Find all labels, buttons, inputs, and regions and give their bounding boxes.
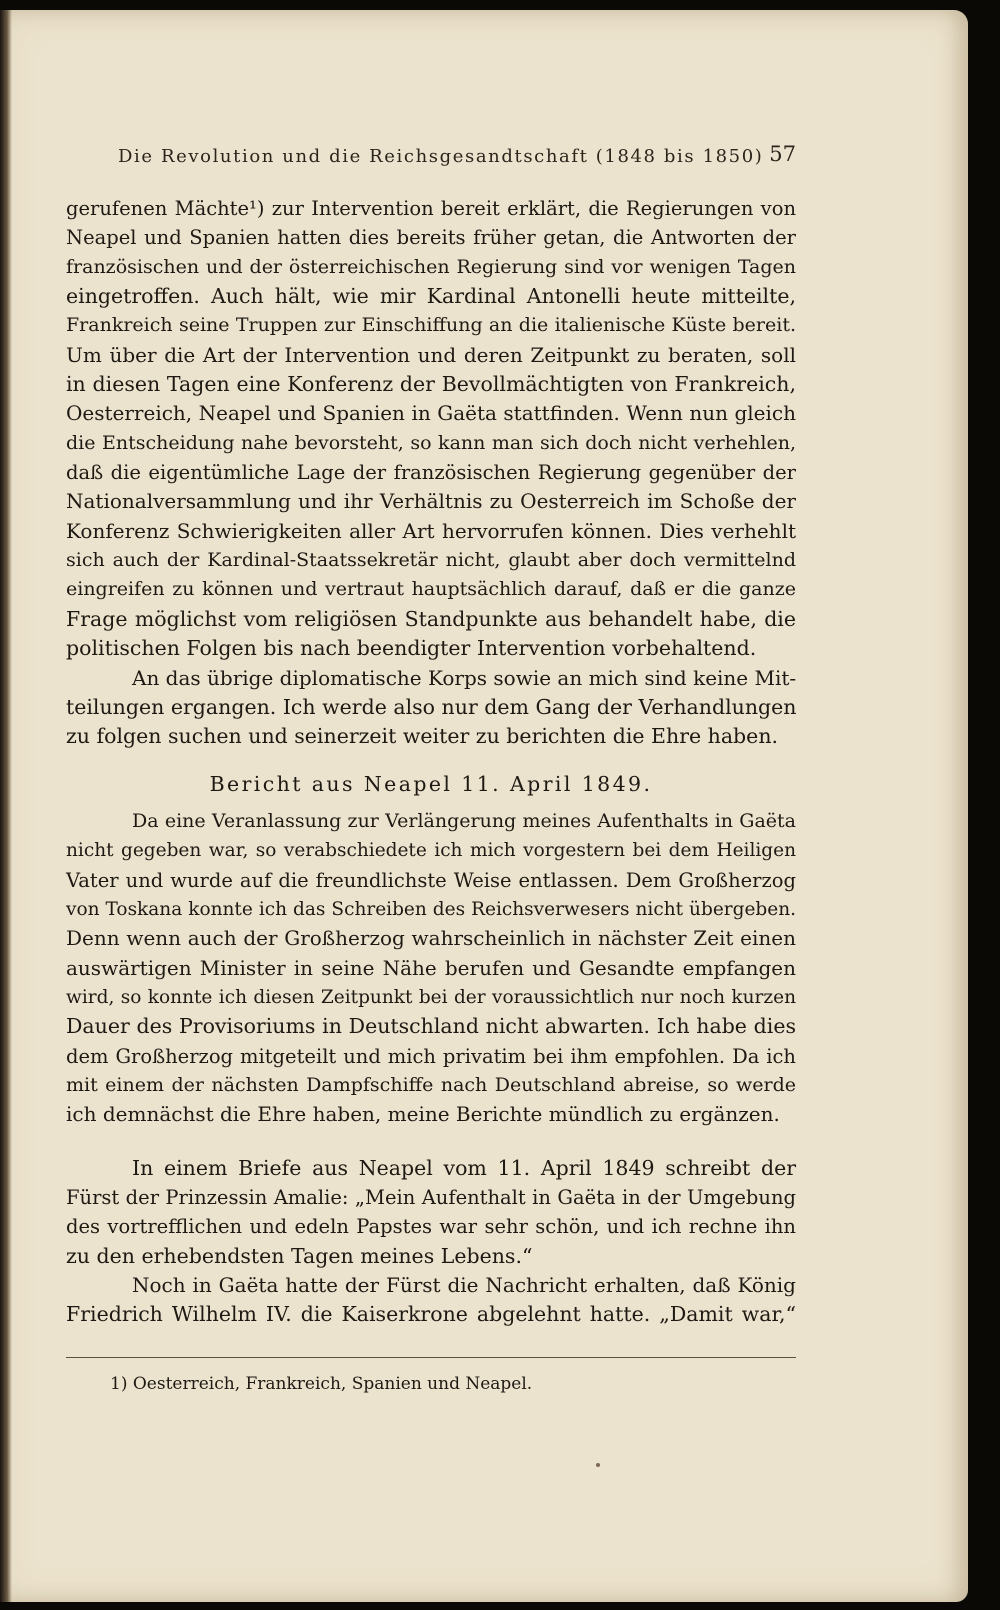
- text-line: In einem Briefe aus Neapel vom 11. April 1849 schreibt der: [132, 1155, 796, 1180]
- text-line: nicht gegeben war, so verabschiedete ich mich vorgestern bei dem Heiligen: [66, 840, 796, 862]
- paragraph-4: [66, 1154, 796, 1271]
- text-line: Frage möglichst vom religiösen Standpunkte aus behandelt habe, die: [66, 606, 796, 631]
- text-line: Um über die Art der Intervention und deren Zeitpunkt zu beraten, soll: [66, 342, 796, 367]
- footnote-text: Oesterreich, Frankreich, Spanien und Neapel.: [132, 1374, 533, 1394]
- text-line: wird, so konnte ich diesen Zeitpunkt bei der voraussichtlich nur noch kurzen: [66, 986, 796, 1008]
- text-line: Oesterreich, Neapel und Spanien in Gaëta stattfinden. Wenn nun gleich: [66, 401, 796, 426]
- footnote: [110, 1374, 532, 1394]
- text-line: politischen Folgen bis nach beendigter Intervention vorbehaltend.: [66, 636, 757, 661]
- text-line: in diesen Tagen eine Konferenz der Bevollmächtigten von Frankreich,: [66, 372, 796, 397]
- book-page: [0, 10, 968, 1602]
- text-line: Denn wenn auch der Großherzog wahrscheinlich in nächster Zeit einen: [66, 926, 796, 951]
- footnote-rule: [66, 1357, 796, 1358]
- text-line: mit einem der nächsten Dampfschiffe nach Deutschland abreise, so werde: [66, 1073, 796, 1096]
- text-line: Neapel und Spanien hatten dies bereits früher getan, die Antworten der: [66, 226, 796, 250]
- text-line: zu folgen suchen und seinerzeit weiter zu berichten die Ehre haben.: [66, 724, 779, 749]
- text-line: dem Großherzog mitgeteilt und mich privatim bei ihm empfohlen. Da ich: [66, 1044, 796, 1068]
- paper-speck: [596, 1463, 600, 1467]
- text-line: teilungen ergangen. Ich werde also nur dem Gang der Verhandlungen: [66, 694, 797, 719]
- paragraph-1: [66, 194, 796, 664]
- text-line: zu den erhebendsten Tagen meines Lebens.“: [66, 1243, 533, 1268]
- page-number: 57: [769, 142, 796, 166]
- text-line: französischen und der österreichischen Regierung sind vor wenigen Tagen: [66, 255, 796, 278]
- footnote-marker: 1): [110, 1374, 128, 1394]
- text-line: Friedrich Wilhelm IV. die Kaiserkrone abgelehnt hatte. „Damit war,“: [66, 1302, 796, 1327]
- paragraph-3: [66, 807, 796, 1130]
- section-heading: Bericht aus Neapel 11. April 1849.: [209, 771, 653, 796]
- text-line: Konferenz Schwierigkeiten aller Art hervorrufen können. Dies verhehlt: [66, 518, 796, 543]
- text-line: von Toskana konnte ich das Schreiben des Reichsverwesers nicht übergeben.: [66, 898, 796, 920]
- paragraph-gap: [66, 1130, 796, 1154]
- text-line: Noch in Gaëta hatte der Fürst die Nachricht erhalten, daß König: [132, 1273, 796, 1298]
- text-line: sich auch der Kardinal-Staatssekretär nicht, glaubt aber doch vermittelnd: [66, 549, 796, 572]
- text-line: daß die eigentümliche Lage der französischen Regierung gegenüber der: [66, 461, 796, 485]
- text-line: Da eine Veranlassung zur Verlängerung meines Aufenthalts in Gaëta: [132, 809, 796, 832]
- text-line: An das übrige diplomatische Korps sowie an mich sind keine Mit-: [132, 665, 797, 690]
- text-line: gerufenen Mächte¹) zur Intervention bereit erklärt, die Regierungen von: [66, 197, 796, 220]
- running-header-title: Die Revolution und die Reichsgesandtschaft (1848 bis 1850): [118, 146, 764, 167]
- page-spine-shadow: [0, 10, 12, 1602]
- text-line: Fürst der Prinzessin Amalie: „Mein Aufenthalt in Gaëta in der Umgebung: [66, 1186, 796, 1209]
- text-line: eingetroffen. Auch hält, wie mir Kardinal Antonelli heute mitteilte,: [66, 284, 796, 309]
- text-line: Dauer des Provisoriums in Deutschland nicht abwarten. Ich habe dies: [66, 1014, 796, 1039]
- text-line: Vater und wurde auf die freundlichste Weise entlassen. Dem Großherzog: [66, 868, 796, 892]
- text-line: ich demnächst die Ehre haben, meine Berichte mündlich zu ergänzen.: [66, 1102, 780, 1127]
- text-line: Frankreich seine Truppen zur Einschiffung an die italienische Küste bereit.: [66, 314, 796, 337]
- running-header: [118, 138, 796, 178]
- paragraph-2: [66, 664, 796, 752]
- paragraph-5: [66, 1271, 796, 1330]
- text-line: die Entscheidung nahe bevorsteht, so kann man sich doch nicht verhehlen,: [66, 431, 796, 454]
- text-line: des vortrefflichen und edeln Papstes war sehr schön, und ich rechne ihn: [66, 1215, 796, 1239]
- body-text: [66, 194, 796, 1330]
- text-line: Nationalversammlung und ihr Verhältnis zu Oesterreich im Schoße der: [66, 489, 796, 514]
- text-line: auswärtigen Minister in seine Nähe berufen und Gesandte empfangen: [66, 955, 796, 980]
- text-line: eingreifen zu können und vertraut hauptsächlich darauf, daß er die ganze: [66, 578, 796, 601]
